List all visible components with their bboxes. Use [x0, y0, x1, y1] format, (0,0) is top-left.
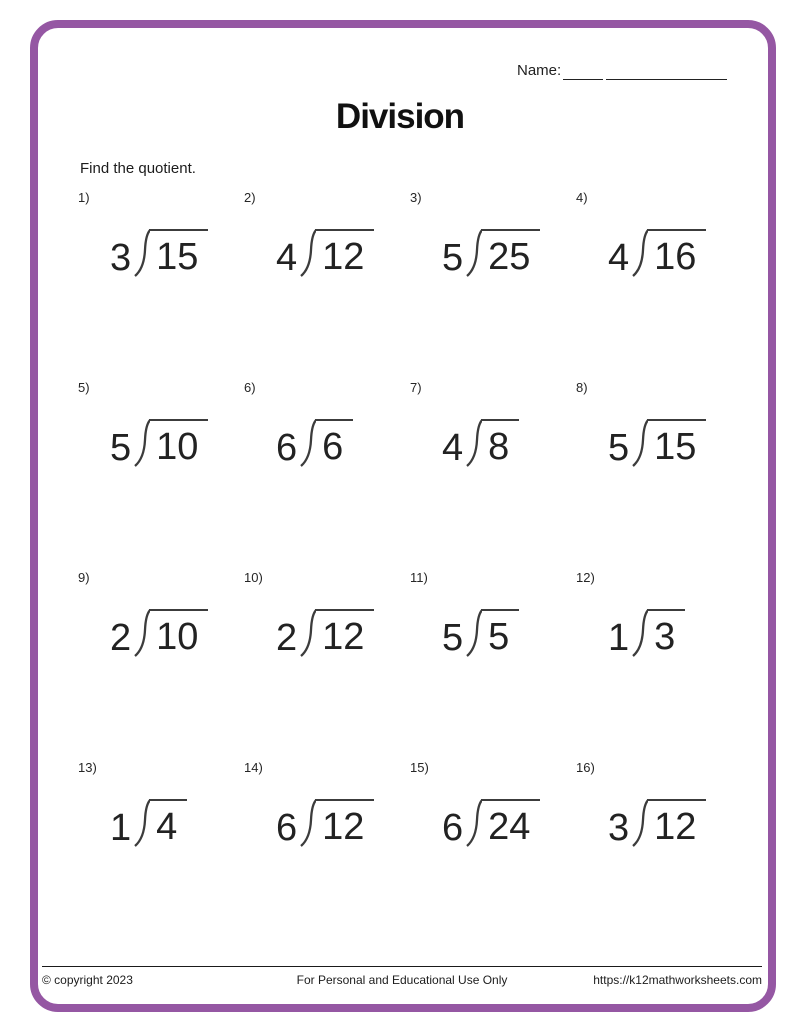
dividend: 5 — [481, 609, 519, 656]
division-bracket-icon — [631, 419, 648, 467]
division-problem — [576, 190, 742, 380]
problems-grid — [78, 190, 742, 950]
dividend: 16 — [647, 229, 706, 276]
divisor: 4 — [608, 236, 630, 279]
dividend: 15 — [149, 229, 208, 276]
dividend: 4 — [149, 799, 187, 846]
problem-number: 3) — [410, 190, 422, 205]
divisor: 4 — [276, 236, 298, 279]
problem-number: 11) — [410, 570, 428, 585]
problem-number: 14) — [244, 760, 263, 775]
long-division-expression — [276, 609, 374, 657]
long-division-expression — [442, 229, 540, 277]
problem-number: 4) — [576, 190, 588, 205]
long-division-expression — [110, 229, 208, 277]
division-bracket-icon — [299, 799, 316, 847]
divisor: 4 — [442, 426, 464, 469]
dividend: 6 — [315, 419, 353, 466]
division-bracket-icon — [299, 419, 316, 467]
divisor: 3 — [608, 806, 630, 849]
problem-number: 10) — [244, 570, 263, 585]
problem-number: 9) — [78, 570, 90, 585]
footer-usage-note: For Personal and Educational Use Only — [296, 973, 508, 987]
division-bracket-icon — [299, 609, 316, 657]
divisor: 5 — [110, 426, 132, 469]
long-division-expression — [110, 799, 187, 847]
division-bracket-icon — [465, 419, 482, 467]
division-bracket-icon — [133, 609, 150, 657]
divisor: 5 — [442, 236, 464, 279]
divisor: 6 — [276, 426, 298, 469]
problem-number: 8) — [576, 380, 588, 395]
dividend: 25 — [481, 229, 540, 276]
division-problem — [410, 380, 576, 570]
dividend: 10 — [149, 419, 208, 466]
problem-number: 15) — [410, 760, 429, 775]
long-division-expression — [442, 609, 519, 657]
division-problem — [244, 570, 410, 760]
division-problem — [576, 570, 742, 760]
instruction-text: Find the quotient. — [80, 160, 196, 177]
divisor: 6 — [442, 806, 464, 849]
long-division-expression — [608, 229, 706, 277]
footer-copyright: © copyright 2023 — [42, 973, 133, 987]
long-division-expression — [276, 799, 374, 847]
long-division-expression — [442, 419, 519, 467]
footer-divider — [42, 966, 762, 967]
dividend: 15 — [647, 419, 706, 466]
division-bracket-icon — [631, 609, 648, 657]
division-problem — [576, 760, 742, 950]
division-bracket-icon — [465, 609, 482, 657]
division-problem — [78, 380, 244, 570]
divisor: 5 — [442, 616, 464, 659]
problem-number: 2) — [244, 190, 256, 205]
division-bracket-icon — [465, 229, 482, 277]
dividend: 12 — [647, 799, 706, 846]
long-division-expression — [276, 229, 374, 277]
problem-number: 6) — [244, 380, 256, 395]
name-blank-line — [606, 79, 727, 80]
divisor: 1 — [608, 616, 630, 659]
divisor: 6 — [276, 806, 298, 849]
page-title: Division — [335, 97, 465, 136]
division-problem — [78, 190, 244, 380]
division-problem — [78, 570, 244, 760]
division-problem — [576, 380, 742, 570]
problem-number: 1) — [78, 190, 90, 205]
divisor: 2 — [276, 616, 298, 659]
long-division-expression — [276, 419, 353, 467]
divisor: 5 — [608, 426, 630, 469]
divisor: 3 — [110, 236, 132, 279]
footer-website-url: https://k12mathworksheets.com — [593, 973, 762, 987]
division-problem — [410, 570, 576, 760]
long-division-expression — [442, 799, 540, 847]
dividend: 10 — [149, 609, 208, 656]
division-problem — [410, 760, 576, 950]
division-bracket-icon — [133, 799, 150, 847]
division-problem — [244, 190, 410, 380]
divisor: 1 — [110, 806, 132, 849]
dividend: 12 — [315, 799, 374, 846]
long-division-expression — [110, 609, 208, 657]
name-blank-line — [563, 79, 603, 80]
division-bracket-icon — [465, 799, 482, 847]
long-division-expression — [608, 799, 706, 847]
division-bracket-icon — [133, 229, 150, 277]
dividend: 12 — [315, 229, 374, 276]
dividend: 8 — [481, 419, 519, 466]
division-problem — [244, 760, 410, 950]
name-field — [517, 62, 561, 80]
division-bracket-icon — [631, 229, 648, 277]
name-label: Name: — [517, 62, 562, 79]
problem-number: 13) — [78, 760, 97, 775]
dividend: 3 — [647, 609, 685, 656]
division-problem — [78, 760, 244, 950]
division-bracket-icon — [133, 419, 150, 467]
footer — [42, 971, 762, 989]
dividend: 24 — [481, 799, 540, 846]
long-division-expression — [110, 419, 208, 467]
dividend: 12 — [315, 609, 374, 656]
division-bracket-icon — [299, 229, 316, 277]
division-problem — [244, 380, 410, 570]
long-division-expression — [608, 419, 706, 467]
division-bracket-icon — [631, 799, 648, 847]
problem-number: 7) — [410, 380, 422, 395]
division-problem — [410, 190, 576, 380]
long-division-expression — [608, 609, 685, 657]
divisor: 2 — [110, 616, 132, 659]
problem-number: 12) — [576, 570, 595, 585]
problem-number: 16) — [576, 760, 595, 775]
problem-number: 5) — [78, 380, 90, 395]
